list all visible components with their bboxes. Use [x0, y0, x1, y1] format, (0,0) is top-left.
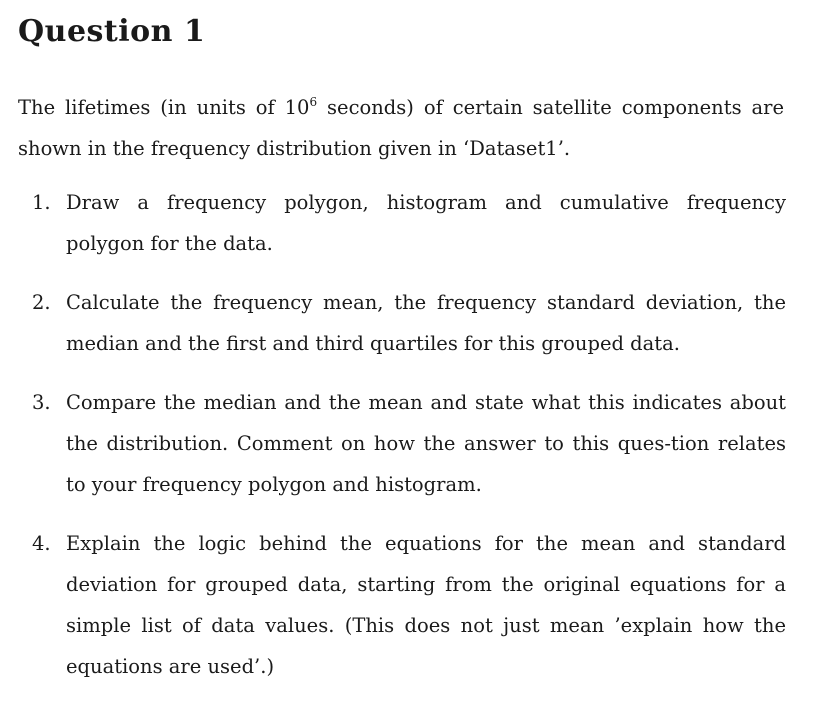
intro-exponent: 6: [309, 95, 318, 109]
list-item-4: [18, 523, 786, 687]
list-item-text: Explain the logic behind the equations for the mean and standard deviation for grouped data, starting from the original equations for a simple list of data values. (This does not just mean ’explain how the equations are used’.): [66, 532, 786, 678]
list-item-text: Compare the median and the mean and state what this indicates about the distribution. Comment on how the answer to this ques-tion relates to your frequency polygon and histogram.: [66, 391, 786, 496]
list-item-1: [18, 182, 786, 264]
list-item-text: Draw a frequency polygon, histogram and cumulative frequency polygon for the data.: [66, 191, 786, 255]
list-item-number: 3.: [32, 391, 51, 414]
list-item-2: [18, 282, 786, 364]
list-item-3: [18, 382, 786, 505]
question-title: Question 1: [18, 14, 206, 49]
question-list: [18, 182, 788, 687]
question-document: [18, 0, 788, 705]
list-item-number: 4.: [32, 532, 51, 555]
list-item-number: 1.: [32, 191, 51, 214]
list-item-text: Calculate the frequency mean, the frequency standard deviation, the median and the first and third quartiles for this grouped data.: [66, 291, 786, 355]
list-item-number: 2.: [32, 291, 51, 314]
question-intro: [18, 87, 784, 169]
intro-text-part1: The lifetimes (in units of 10: [18, 96, 310, 119]
intro-text-part2: seconds) of certain satellite components are shown in the frequency distribution given in ‘Dataset1’.: [18, 96, 785, 160]
